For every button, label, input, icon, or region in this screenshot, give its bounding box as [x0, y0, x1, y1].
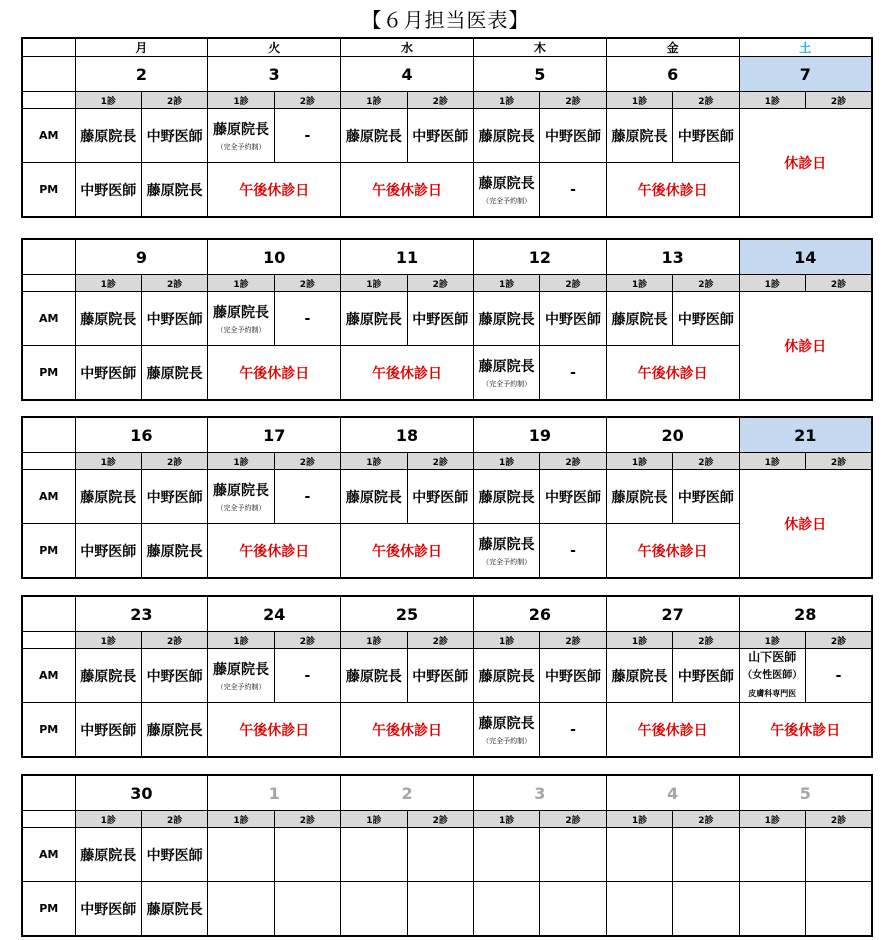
shin-row [22, 92, 872, 109]
doctor-cell: 藤原院長 [473, 109, 539, 163]
shin-1: 1診 [739, 92, 805, 109]
doctor-cell: 中野医師 [75, 882, 141, 937]
page-title: 【６月担当医表】 [361, 8, 530, 32]
blank-cell [22, 92, 75, 109]
doctor-cell: 藤原院長 [606, 109, 672, 163]
afternoon-closed-cell: 午後休診日 [208, 524, 341, 579]
empty-cell [673, 882, 739, 937]
shin-1: 1診 [473, 275, 539, 292]
week-table-5 [21, 774, 873, 937]
shin-2: 2診 [274, 453, 340, 470]
doctor-cell: 藤原院長 [473, 292, 539, 346]
date-row [22, 57, 872, 92]
afternoon-closed-cell: 午後休診日 [341, 524, 474, 579]
shin-1: 1診 [739, 811, 805, 828]
pm-row [22, 882, 872, 937]
empty-cell [606, 828, 672, 882]
am-label: AM [22, 828, 75, 882]
afternoon-closed-cell: 午後休診日 [606, 524, 739, 579]
doctor-cell: 中野医師 [141, 292, 207, 346]
afternoon-closed-cell: 午後休診日 [208, 703, 341, 758]
shin-1: 1診 [208, 275, 274, 292]
doctor-cell: 中野医師 [141, 649, 207, 703]
shin-1: 1診 [473, 811, 539, 828]
doctor-cell: 藤原院長 [75, 292, 141, 346]
shin-1: 1診 [473, 453, 539, 470]
doctor-name: 藤原院長 [478, 716, 535, 732]
empty-cell [606, 882, 672, 937]
blank-cell [22, 775, 75, 811]
shin-2: 2診 [407, 632, 473, 649]
doctor-name: 藤原院長 [213, 662, 270, 678]
shin-1: 1診 [75, 92, 141, 109]
doctor-name: 藤原院長 [478, 359, 535, 375]
shin-2: 2診 [274, 632, 340, 649]
doctor-name: 藤原院長 [213, 483, 270, 499]
date-row [22, 417, 872, 453]
doctor-cell: 藤原院長 [341, 470, 407, 524]
reservation-note: （完全予約制） [482, 558, 532, 566]
doctor-cell-reservation [208, 109, 274, 163]
pm-label: PM [22, 882, 75, 937]
doctor-cell: 中野医師 [540, 109, 606, 163]
empty-cell [540, 882, 606, 937]
shin-2: 2診 [805, 92, 872, 109]
empty-cell [473, 828, 539, 882]
date-row [22, 596, 872, 632]
doctor-name: 藤原院長 [213, 305, 270, 321]
shin-2: 2診 [805, 632, 872, 649]
shin-2: 2診 [407, 453, 473, 470]
date-cell: 24 [208, 596, 341, 632]
doctor-cell-reservation [473, 346, 539, 401]
am-row [22, 470, 872, 524]
pm-label: PM [22, 346, 75, 401]
empty-cell [673, 828, 739, 882]
shin-1: 1診 [75, 632, 141, 649]
date-cell-saturday: 14 [739, 239, 872, 275]
shin-2: 2診 [274, 92, 340, 109]
doctor-cell: 中野医師 [141, 109, 207, 163]
shin-2: 2診 [141, 275, 207, 292]
doctor-cell: 藤原院長 [75, 109, 141, 163]
shin-1: 1診 [75, 453, 141, 470]
doctor-cell: 藤原院長 [606, 470, 672, 524]
shin-row [22, 275, 872, 292]
date-row [22, 775, 872, 811]
date-cell: 19 [473, 417, 606, 453]
empty-cell [540, 828, 606, 882]
date-cell: 2 [75, 57, 208, 92]
afternoon-closed-cell: 午後休診日 [606, 346, 739, 401]
doctor-cell: 中野医師 [407, 292, 473, 346]
shin-2: 2診 [540, 811, 606, 828]
empty-cell [407, 828, 473, 882]
doctor-cell: 中野医師 [673, 649, 739, 703]
date-cell: 27 [606, 596, 739, 632]
shin-2: 2診 [673, 92, 739, 109]
afternoon-closed-cell: 午後休診日 [606, 703, 739, 758]
am-label: AM [22, 649, 75, 703]
doctor-cell: 藤原院長 [341, 109, 407, 163]
shin-1: 1診 [606, 275, 672, 292]
shin-1: 1診 [75, 275, 141, 292]
date-cell: 28 [739, 596, 872, 632]
doctor-cell: 中野医師 [75, 346, 141, 401]
date-cell-saturday: 7 [739, 57, 872, 92]
yamashita-name: 山下医師 [748, 650, 797, 664]
date-cell-saturday: 21 [739, 417, 872, 453]
doctor-name: 藤原院長 [478, 537, 535, 553]
doctor-cell-yamashita [739, 649, 805, 703]
doctor-cell: 中野医師 [673, 109, 739, 163]
shin-1: 1診 [341, 453, 407, 470]
doctor-name: 藤原院長 [213, 122, 270, 138]
week-table-1 [21, 37, 873, 218]
shin-2: 2診 [407, 92, 473, 109]
am-label: AM [22, 470, 75, 524]
doctor-cell: 藤原院長 [473, 470, 539, 524]
weekday-mon: 月 [75, 38, 208, 57]
doctor-cell: 中野医師 [540, 649, 606, 703]
dash-cell: - [540, 346, 606, 401]
dash-cell: - [540, 163, 606, 218]
shin-2: 2診 [141, 811, 207, 828]
reservation-note: （完全予約制） [482, 380, 532, 388]
dash-cell: - [274, 292, 340, 346]
shin-2: 2診 [540, 275, 606, 292]
doctor-cell: 藤原院長 [75, 649, 141, 703]
am-label: AM [22, 292, 75, 346]
doctor-cell: 中野医師 [540, 292, 606, 346]
am-row [22, 109, 872, 163]
afternoon-closed-cell: 午後休診日 [341, 703, 474, 758]
blank-cell [22, 811, 75, 828]
am-row [22, 649, 872, 703]
shin-1: 1診 [341, 811, 407, 828]
shin-1: 1診 [208, 811, 274, 828]
doctor-cell-reservation [473, 703, 539, 758]
shin-1: 1診 [473, 632, 539, 649]
date-cell: 30 [75, 775, 208, 811]
afternoon-closed-cell: 午後休診日 [341, 163, 474, 218]
am-row [22, 292, 872, 346]
dash-cell: - [540, 703, 606, 758]
blank-cell [22, 596, 75, 632]
date-cell-next-month: 3 [473, 775, 606, 811]
am-label: AM [22, 109, 75, 163]
shin-1: 1診 [473, 92, 539, 109]
shin-row [22, 811, 872, 828]
doctor-cell: 中野医師 [407, 109, 473, 163]
dash-cell: - [540, 524, 606, 579]
date-cell: 11 [341, 239, 474, 275]
shin-2: 2診 [540, 92, 606, 109]
empty-cell [208, 828, 274, 882]
date-cell: 4 [341, 57, 474, 92]
date-cell: 9 [75, 239, 208, 275]
week-table-2 [21, 238, 873, 401]
doctor-cell: 藤原院長 [75, 828, 141, 882]
closed-day-cell: 休診日 [739, 292, 872, 401]
empty-cell [274, 828, 340, 882]
doctor-cell-reservation [473, 524, 539, 579]
yamashita-specialty-note: 皮膚科専門医 [748, 689, 797, 698]
shin-1: 1診 [208, 92, 274, 109]
blank-cell [22, 275, 75, 292]
pm-label: PM [22, 163, 75, 218]
doctor-cell: 藤原院長 [141, 163, 207, 218]
empty-cell [739, 828, 805, 882]
pm-label: PM [22, 524, 75, 579]
doctor-name: 藤原院長 [478, 176, 535, 192]
shin-1: 1診 [606, 811, 672, 828]
date-cell: 25 [341, 596, 474, 632]
shin-2: 2診 [673, 632, 739, 649]
shin-2: 2診 [274, 811, 340, 828]
shin-1: 1診 [75, 811, 141, 828]
weekday-wed: 水 [341, 38, 474, 57]
doctor-cell-reservation [208, 470, 274, 524]
date-cell: 3 [208, 57, 341, 92]
corner-cell [22, 38, 75, 57]
blank-cell [22, 239, 75, 275]
doctor-cell: 藤原院長 [606, 292, 672, 346]
doctor-cell: 中野医師 [141, 470, 207, 524]
weekday-header-row [22, 38, 872, 57]
date-cell: 13 [606, 239, 739, 275]
doctor-cell: 中野医師 [540, 470, 606, 524]
shin-1: 1診 [739, 453, 805, 470]
dash-cell: - [274, 470, 340, 524]
doctor-cell: 藤原院長 [341, 292, 407, 346]
doctor-cell: 藤原院長 [141, 882, 207, 937]
date-cell: 6 [606, 57, 739, 92]
doctor-cell: 藤原院長 [141, 524, 207, 579]
shin-2: 2診 [407, 275, 473, 292]
date-cell: 17 [208, 417, 341, 453]
date-cell: 18 [341, 417, 474, 453]
blank-cell [22, 632, 75, 649]
weekday-sat: 土 [739, 38, 872, 57]
date-cell-next-month: 2 [341, 775, 474, 811]
shin-1: 1診 [739, 275, 805, 292]
shin-2: 2診 [805, 811, 872, 828]
doctor-cell: 藤原院長 [141, 703, 207, 758]
reservation-note: （完全予約制） [216, 504, 266, 512]
doctor-cell: 中野医師 [407, 649, 473, 703]
yamashita-female-note: （女性医師） [742, 670, 803, 681]
date-cell: 20 [606, 417, 739, 453]
doctor-cell: 藤原院長 [75, 470, 141, 524]
dash-cell: - [805, 649, 872, 703]
closed-day-cell: 休診日 [739, 470, 872, 579]
weekday-thu: 木 [473, 38, 606, 57]
doctor-cell: 中野医師 [673, 470, 739, 524]
afternoon-closed-cell: 午後休診日 [739, 703, 872, 758]
date-cell: 10 [208, 239, 341, 275]
week-table-3 [21, 416, 873, 579]
shin-1: 1診 [208, 632, 274, 649]
weekday-tue: 火 [208, 38, 341, 57]
shin-1: 1診 [341, 92, 407, 109]
date-cell-next-month: 4 [606, 775, 739, 811]
shin-2: 2診 [274, 275, 340, 292]
shin-2: 2診 [673, 275, 739, 292]
shin-1: 1診 [208, 453, 274, 470]
afternoon-closed-cell: 午後休診日 [208, 346, 341, 401]
date-cell: 23 [75, 596, 208, 632]
shin-row [22, 632, 872, 649]
reservation-note: （完全予約制） [482, 197, 532, 205]
afternoon-closed-cell: 午後休診日 [606, 163, 739, 218]
date-cell: 26 [473, 596, 606, 632]
blank-cell [22, 453, 75, 470]
reservation-note: （完全予約制） [216, 143, 266, 151]
shin-1: 1診 [341, 275, 407, 292]
empty-cell [274, 882, 340, 937]
date-cell: 16 [75, 417, 208, 453]
doctor-cell: 中野医師 [407, 470, 473, 524]
empty-cell [341, 882, 407, 937]
doctor-cell: 中野医師 [673, 292, 739, 346]
shin-2: 2診 [673, 453, 739, 470]
doctor-cell-reservation [473, 163, 539, 218]
pm-row [22, 703, 872, 758]
closed-day-cell: 休診日 [739, 109, 872, 218]
date-cell: 5 [473, 57, 606, 92]
shin-row [22, 453, 872, 470]
shin-2: 2診 [540, 453, 606, 470]
afternoon-closed-cell: 午後休診日 [341, 346, 474, 401]
blank-cell [22, 417, 75, 453]
shin-1: 1診 [739, 632, 805, 649]
pm-label: PM [22, 703, 75, 758]
shin-2: 2診 [141, 453, 207, 470]
doctor-cell: 中野医師 [75, 524, 141, 579]
blank-cell [22, 57, 75, 92]
date-row [22, 239, 872, 275]
doctor-cell: 藤原院長 [141, 346, 207, 401]
empty-cell [805, 828, 872, 882]
doctor-cell: 中野医師 [75, 163, 141, 218]
empty-cell [473, 882, 539, 937]
shin-2: 2診 [407, 811, 473, 828]
week-table-4 [21, 595, 873, 758]
date-cell-next-month: 5 [739, 775, 872, 811]
empty-cell [407, 882, 473, 937]
shin-1: 1診 [606, 453, 672, 470]
shin-2: 2診 [805, 275, 872, 292]
shin-1: 1診 [341, 632, 407, 649]
shin-2: 2診 [141, 632, 207, 649]
reservation-note: （完全予約制） [216, 326, 266, 334]
am-row [22, 828, 872, 882]
reservation-note: （完全予約制） [216, 683, 266, 691]
dash-cell: - [274, 649, 340, 703]
empty-cell [805, 882, 872, 937]
date-cell: 12 [473, 239, 606, 275]
weekday-fri: 金 [606, 38, 739, 57]
doctor-cell: 藤原院長 [606, 649, 672, 703]
doctor-cell: 中野医師 [141, 828, 207, 882]
empty-cell [341, 828, 407, 882]
empty-cell [739, 882, 805, 937]
doctor-cell-reservation [208, 292, 274, 346]
doctor-cell: 中野医師 [75, 703, 141, 758]
shin-2: 2診 [540, 632, 606, 649]
shin-2: 2診 [673, 811, 739, 828]
doctor-cell-reservation [208, 649, 274, 703]
date-cell-next-month: 1 [208, 775, 341, 811]
shin-1: 1診 [606, 92, 672, 109]
shin-1: 1診 [606, 632, 672, 649]
afternoon-closed-cell: 午後休診日 [208, 163, 341, 218]
reservation-note: （完全予約制） [482, 737, 532, 745]
shin-2: 2診 [805, 453, 872, 470]
empty-cell [208, 882, 274, 937]
dash-cell: - [274, 109, 340, 163]
doctor-cell: 藤原院長 [473, 649, 539, 703]
shin-2: 2診 [141, 92, 207, 109]
doctor-cell: 藤原院長 [341, 649, 407, 703]
